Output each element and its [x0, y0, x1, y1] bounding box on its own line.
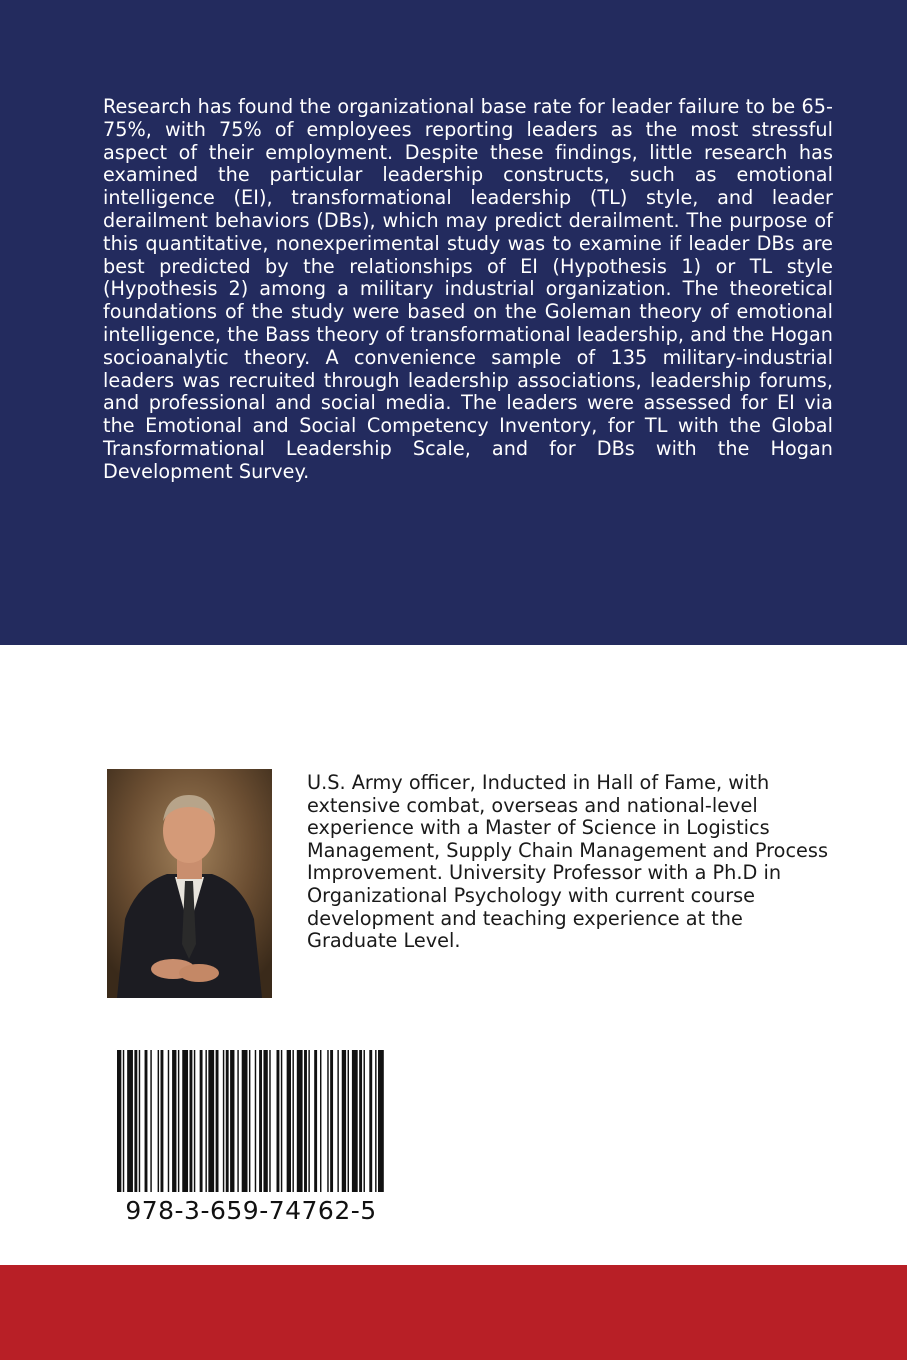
- author-photo: [107, 769, 272, 998]
- cover-top-panel: [0, 0, 907, 645]
- back-cover-blurb: Research has found the organizational base rate for leader failure to be 65-75%, with 75% of employees reporting leaders as the most stressful aspect of their employment. Despite these findings, little research has examined the particular leadership constructs, such as emotional intelligence (EI), transformational leadership (TL) style, and leader derailment behaviors (DBs), which may predict derailment. The purpose of this quantitative, nonexperimental study was to examine if leader DBs are best predicted by the relationships of EI (Hypothesis 1) or TL style (Hypothesis 2) among a military industrial organization. The theoretical foundations of the study were based on the Goleman theory of emotional intelligence, the Bass theory of transformational leadership, and the Hogan socioanalytic theory. A convenience sample of 135 military-industrial leaders was recruited through leadership associations, leadership forums, and professional and social media. The leaders were assessed for EI via the Emotional and Social Competency Inventory, for TL with the Global Transformational Leadership Scale, and for DBs with the Hogan Development Survey.: [103, 95, 833, 483]
- cover-bottom-band: [0, 1265, 907, 1360]
- isbn-number: 978-3-659-74762-5: [125, 1196, 377, 1225]
- author-bio: U.S. Army officer, Inducted in Hall of Fame, with extensive combat, overseas and national-level experience with a Master of Science in Logistics Management, Supply Chain Management and Process Improvement. University Professor with a Ph.D in Organizational Psychology with current course development and teaching experience at the Graduate Level.: [307, 771, 828, 953]
- isbn-barcode: [115, 1050, 385, 1192]
